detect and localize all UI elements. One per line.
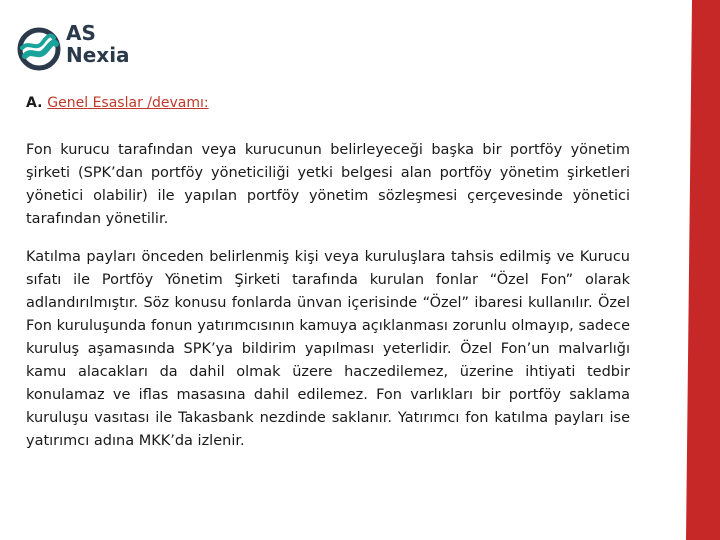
logo-wordmark: [66, 22, 146, 66]
heading-title: Genel Esaslar /devamı:: [47, 95, 209, 111]
logo-line-1: AS: [66, 21, 96, 45]
logo-line-2: Nexia: [66, 43, 130, 67]
heading-prefix: A.: [26, 95, 43, 111]
decorative-accent-bar: [686, 0, 720, 540]
paragraph-1: Fon kurucu tarafından veya kurucunun belirleyeceği başka bir portföy yönetim şirketi (SPK’dan portföy yöneticiliği yetki belgesi alan portföy yönetim şirketleri yönetici olabilir) ile yapılan portföy yönetim sözleşmesi çerçevesinde yönetici tarafından yönetilir.: [26, 142, 630, 227]
nexia-logo-icon: [16, 26, 62, 72]
paragraph-2: Katılma payları önceden belirlenmiş kişi veya kuruluşlara tahsis edilmiş ve Kurucu sıfatı ile Portföy Yönetim Şirketi tarafında kurulan fonlar “Özel Fon” olarak adlandırılmıştır. Söz konusu fonlarda ünvan içerisinde “Özel” ibaresi kullanılır. Özel Fon kuruluşunda fonun yatırımcısının kamuya açıklanması zorunlu olmayıp, sadece kuruluş aşamasında SPK’ya bildirim yapılması yeterlidir. Özel Fon’un malvarlığı kamu alacakları da dahil olmak üzere haczedilemez, üzerine ihtiyati tedbir konulamaz ve iflas masasına dahil edilemez. Fon varlıkları bir portföy saklama kuruluşu vasıtası ile Takasbank nezdinde saklanır. Yatırımcı fon katılma payları ise yatırımcı adına MKK’da izlenir.: [26, 249, 630, 449]
section-heading: [26, 95, 209, 111]
